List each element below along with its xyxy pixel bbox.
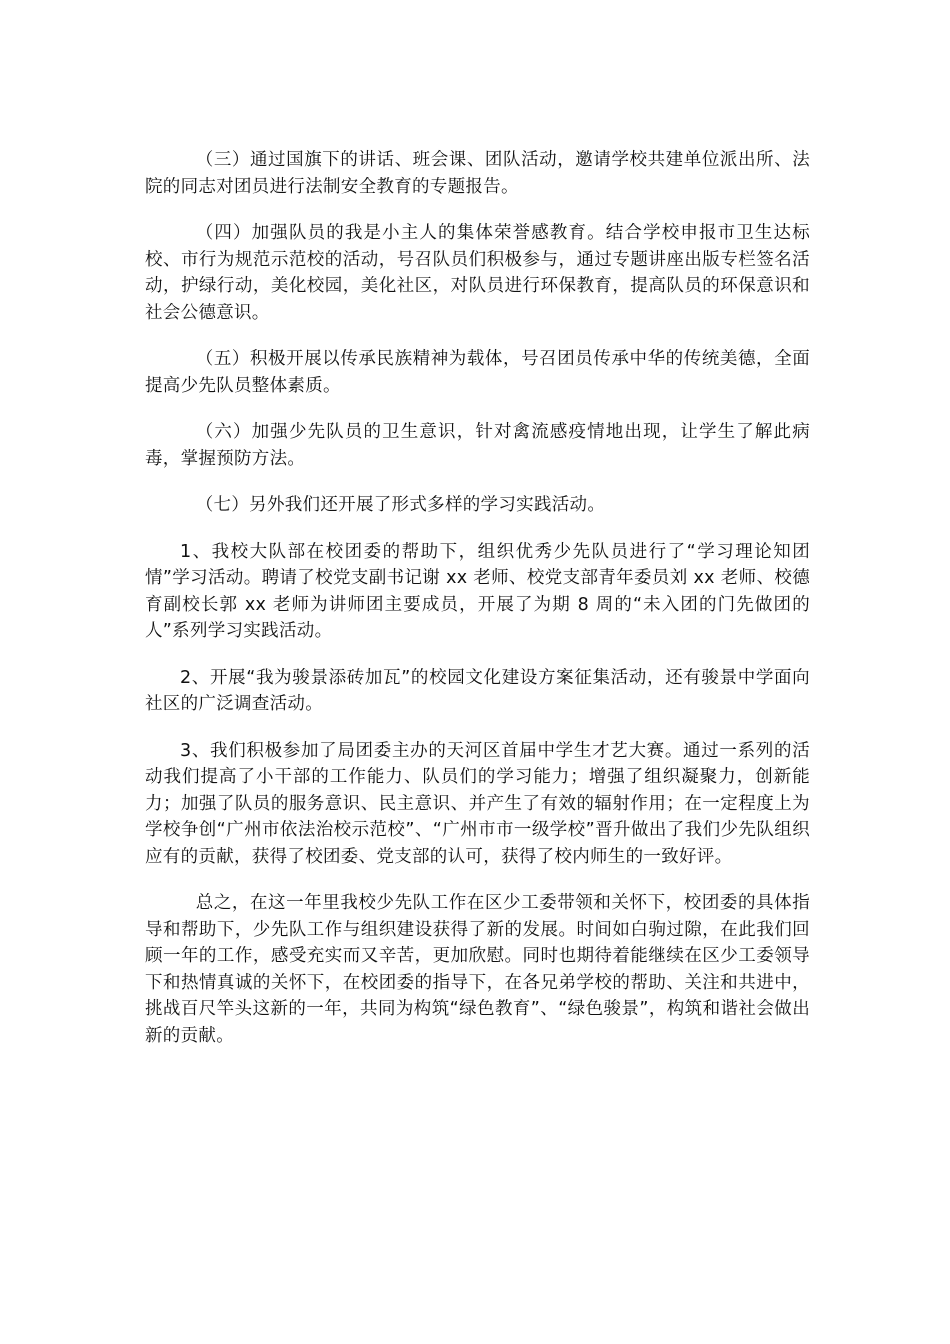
paragraph-item-2: 2、开展“我为骏景添砖加瓦”的校园文化建设方案征集活动，还有骏景中学面向社区的广泛调查活动。 (145, 667, 810, 714)
paragraph-item-3: 3、我们积极参加了局团委主办的天河区首届中学生才艺大赛。通过一系列的活动我们提高了小干部的工作能力、队员们的学习能力；增强了组织凝聚力，创新能力；加强了队员的服务意识、民主意识、并产生了有效的辐射作用；在一定程度上为学校争创“广州市依法治校示范校”、“广州市市一级学校”晋升做出了我们少先队组织应有的贡献，获得了校团委、党支部的认可，获得了校内师生的一致好评。 (145, 740, 810, 867)
paragraph-si: （四）加强队员的我是小主人的集体荣誉感教育。结合学校申报市卫生达标校、市行为规范示范校的活动，号召队员们积极参与，通过专题讲座出版专栏签名活动，护绿行动，美化校园，美化社区，对队员进行环保教育，提高队员的环保意识和社会公德意识。 (145, 223, 810, 323)
paragraph-summary: 总之，在这一年里我校少先队工作在区少工委带领和关怀下，校团委的具体指导和帮助下，少先队工作与组织建设获得了新的发展。时间如白驹过隙，在此我们回顾一年的工作，感受充实而又辛苦，更加欣慰。同时也期待着能继续在区少工委领导下和热情真诚的关怀下，在校团委的指导下，在各兄弟学校的帮助、关注和共进中，挑战百尺竿头这新的一年，共同为构筑“绿色教育”、“绿色骏景”，构筑和谐社会做出新的贡献。 (145, 893, 810, 1046)
paragraph-item-1: 1、我校大队部在校团委的帮助下，组织优秀少先队员进行了“学习理论知团情”学习活动。聘请了校党支副书记谢 xx 老师、校党支部青年委员刘 xx 老师、校德育副校长郭 xx 老师为讲师团主要成员，开展了为期 8 周的“未入团的门先做团的人”系列学习实践活动。 (145, 541, 810, 641)
paragraph-liu: （六）加强少先队员的卫生意识，针对禽流感疫情地出现，让学生了解此病毒，掌握预防方法。 (145, 422, 810, 469)
paragraph-wu: （五）积极开展以传承民族精神为载体，号召团员传承中华的传统美德，全面提高少先队员整体素质。 (145, 349, 810, 396)
document-body (145, 147, 810, 1069)
paragraph-san: （三）通过国旗下的讲话、班会课、团队活动，邀请学校共建单位派出所、法院的同志对团员进行法制安全教育的专题报告。 (145, 150, 810, 197)
paragraph-qi: （七）另外我们还开展了形式多样的学习实践活动。 (195, 495, 606, 515)
